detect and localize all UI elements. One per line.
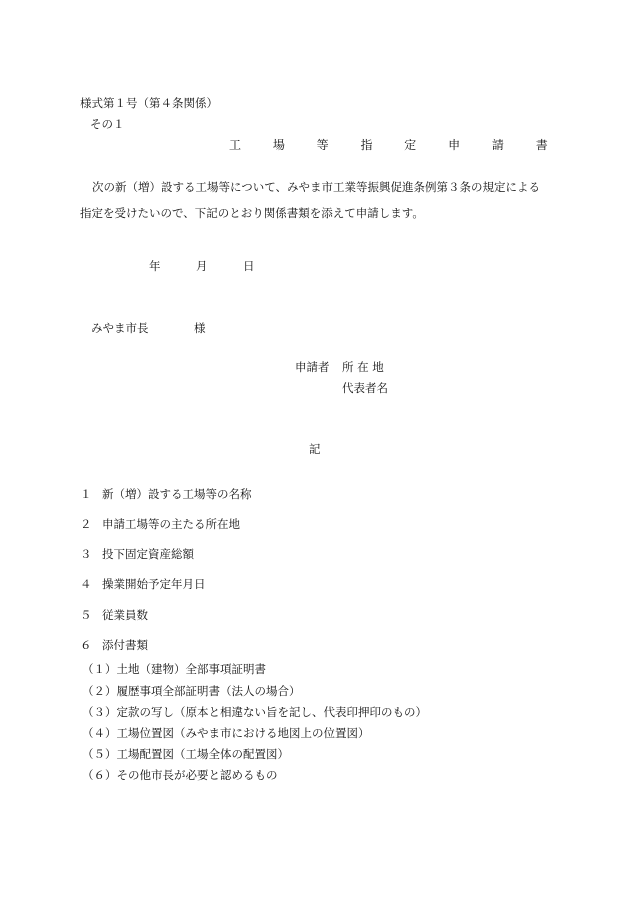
body-line-1: 次の新（増）設する工場等について、みやま市工業等振興促進条例第３条の規定による [92,180,541,194]
list-item [80,518,240,532]
item-text: 投下固定資産総額 [102,547,194,561]
applicant-address-label: 所 在 地 [342,360,384,374]
attachment-item: （５）工場配置図（工場全体の配置図） [82,747,289,761]
item-text: 従業員数 [102,608,148,622]
attachment-item: （３）定款の写し（原本と相違ない旨を記し、代表印押印のもの） [82,705,427,719]
item-number: ６ [80,638,92,652]
list-item [80,609,148,623]
body-line-2: 指定を受けたいので、下記のとおり関係書類を添えて申請します。 [80,206,424,220]
item-number: ５ [80,608,92,622]
list-item [80,639,148,653]
attachment-item: （２）履歴事項全部証明書（法人の場合） [82,684,301,698]
attachment-item: （４）工場位置図（みやま市における地図上の位置図） [82,726,370,740]
list-item [80,548,194,562]
form-part: その１ [90,117,125,131]
list-item [80,578,206,592]
applicant-label: 申請者 [295,360,330,374]
attachment-item: （１）土地（建物）全部事項証明書 [82,662,266,676]
addressee-honorific: 様 [194,321,206,335]
item-number: ２ [80,517,92,531]
addressee-name: みやま市長 [91,321,149,335]
date-month: 月 [196,259,208,273]
date-year: 年 [149,259,161,273]
ki-heading: 記 [309,442,321,456]
date-day: 日 [243,259,255,273]
item-text: 操業開始予定年月日 [102,577,206,591]
document-title: 工 場 等 指 定 申 請 書 [229,138,562,152]
applicant-rep-label: 代表者名 [342,381,388,395]
item-number: ４ [80,577,92,591]
body-paragraph [80,174,540,226]
item-number: ３ [80,547,92,561]
attachment-item: （６）その他市長が必要と認めるもの [82,768,278,782]
form-number: 様式第１号（第４条関係） [80,96,218,110]
item-number: １ [80,487,92,501]
item-text: 申請工場等の主たる所在地 [102,517,240,531]
list-item [80,488,252,502]
item-text: 新（増）設する工場等の名称 [102,487,252,501]
item-text: 添付書類 [102,638,148,652]
